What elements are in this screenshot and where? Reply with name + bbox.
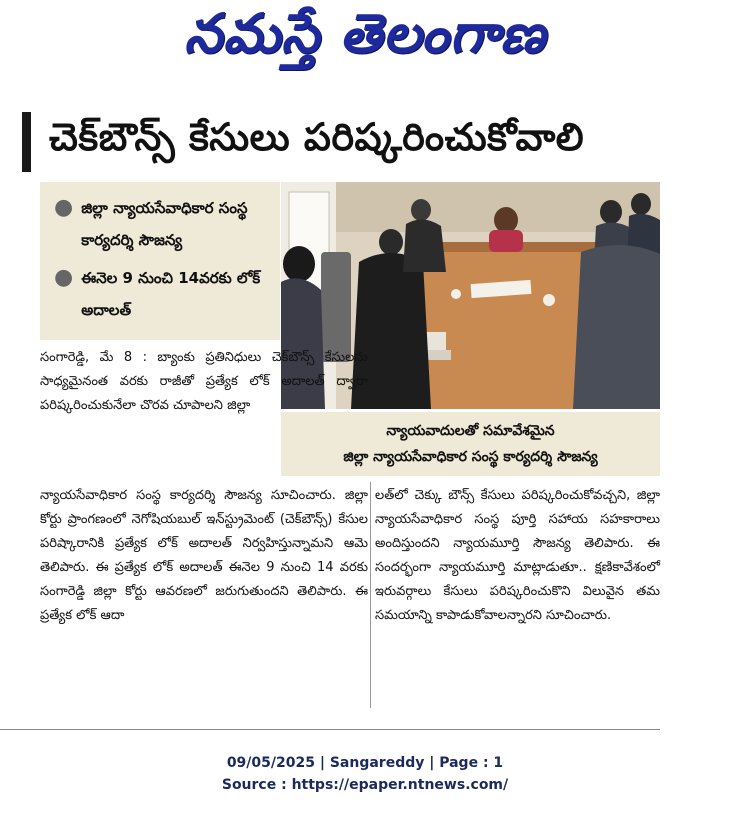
footer-source: Source : https://epaper.ntnews.com/ <box>221 777 509 793</box>
footer-divider <box>0 729 660 730</box>
body-paragraph: లత్‌లో చెక్కు బౌన్స్ కేసులు పరిష్కరించుకోవచ్చని, జిల్లా న్యాయసేవాధికార సంస్థ పూర్తి సహాయ సహకారాలు అందిస్తుందని న్యాయమూర్తి సౌజన్య తెలిపారు. ఈ సందర్భంగా న్యాయమూర్తి మాట్లాడుతూ.. క్షణికావేశంలో ఇరువర్గాలు కేసులు పరిష్కరించుకొని విలువైన తమ సమయాన్ని కాపాడుకోవాలన్నారని సూచించారు. <box>375 488 660 623</box>
highlight-text: జిల్లా న్యాయసేవాధికార సంస్థ కార్యదర్శి సౌజన్య <box>81 199 248 249</box>
body-paragraph: న్యాయసేవాధికార సంస్థ కార్యదర్శి సౌజన్య సూచించారు. జిల్లా కోర్టు ప్రాంగణంలో నెగోషియబుల్ ఇన్‌స్ట్రుమెంట్ (చెక్‌బౌన్స్) కేసుల పరిష్కారానికి ప్రత్యేక లోక్ అదాలత్ నిర్వహిస్తున్నామని ఆమె తెలిపారు. ఈ ప్రత్యేక లోక్ అదాలత్ ఈనెల 9 నుంచి 14 వరకు సంగారెడ్డి జిల్లా కోర్టు ఆవరణలో జరుగుతుందని తెలిపారు. ఈ ప్రత్యేక లోక్ ఆదా <box>40 488 368 623</box>
body-column-left-top <box>40 346 368 418</box>
photo-caption-line: న్యాయవాదులతో సమావేశమైన <box>386 423 555 439</box>
highlight-text: ఈనెల 9 నుంచి 14వరకు లోక్ అదాలత్ <box>81 269 261 319</box>
photo-caption <box>281 412 660 476</box>
footer-date-edition: 09/05/2025 | Sangareddy | Page : 1 <box>226 755 504 771</box>
photo-caption-line: జిల్లా న్యాయసేవాధికార సంస్థ కార్యదర్శి సౌజన్య <box>343 449 598 465</box>
article-headline: చెక్‌బౌన్స్ కేసులు పరిష్కరించుకోవాలి <box>49 115 585 159</box>
highlight-item <box>54 262 272 326</box>
masthead-title: నమస్తే తెలంగాణ <box>184 1 546 65</box>
article-headline-block <box>22 112 662 172</box>
bullet-icon: ● <box>54 195 74 220</box>
highlight-item <box>54 192 272 256</box>
highlights-box <box>40 182 280 340</box>
page-footer <box>0 752 730 796</box>
body-paragraph: సంగారెడ్డి, మే 8 : బ్యాంకు ప్రతినిధులు చెక్‌బౌన్స్ కేసులను సాధ్యమైనంత వరకు రాజీతో ప్రత్యేక లోక్ అదాలత్ ద్వారా పరిష్కరించుకునేలా చొరవ చూపాలని జిల్లా <box>40 350 368 413</box>
column-divider <box>370 482 371 708</box>
body-column-left-bottom <box>40 484 368 628</box>
bullet-icon: ● <box>54 265 74 290</box>
body-column-right <box>375 484 660 628</box>
masthead <box>0 0 730 80</box>
